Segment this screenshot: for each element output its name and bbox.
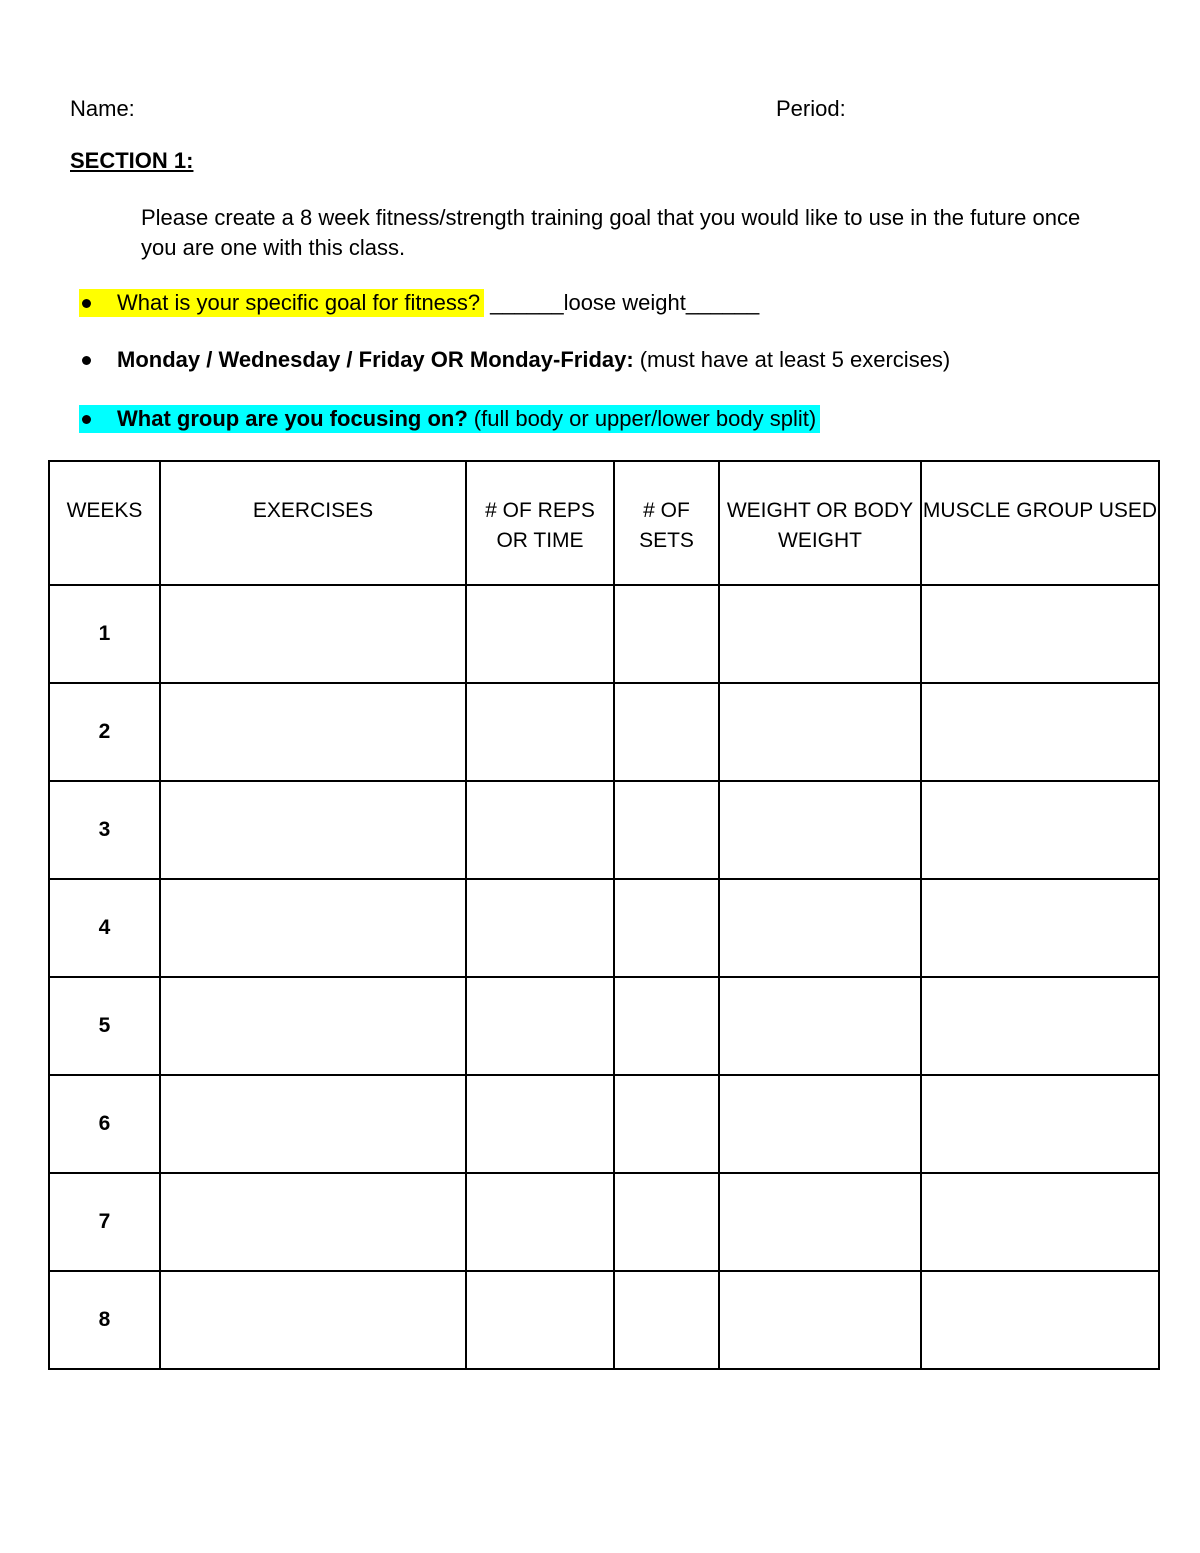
reps-cell[interactable]	[466, 585, 614, 683]
sets-cell[interactable]	[614, 1271, 719, 1369]
sets-cell[interactable]	[614, 1075, 719, 1173]
weight-cell[interactable]	[719, 1173, 921, 1271]
goal-highlight	[79, 289, 484, 317]
bullet-icon	[82, 356, 91, 365]
bullet-icon	[82, 415, 91, 424]
reps-cell[interactable]	[466, 977, 614, 1075]
exercises-cell[interactable]	[160, 585, 466, 683]
reps-cell[interactable]	[466, 879, 614, 977]
reps-cell[interactable]	[466, 781, 614, 879]
week-number: 4	[49, 879, 160, 977]
column-header-sets: # OF SETS	[614, 461, 719, 585]
focus-highlight	[79, 405, 820, 433]
table-row	[49, 585, 1159, 683]
period-label: Period:	[776, 96, 846, 121]
exercises-cell[interactable]	[160, 879, 466, 977]
reps-cell[interactable]	[466, 1173, 614, 1271]
week-number: 3	[49, 781, 160, 879]
weight-cell[interactable]	[719, 1271, 921, 1369]
table-row	[49, 683, 1159, 781]
week-number: 1	[49, 585, 160, 683]
muscle-group-cell[interactable]	[921, 1173, 1159, 1271]
instructions: Please create a 8 week fitness/strength training goal that you would like to use in the future once you are one with this class.	[141, 205, 1081, 260]
schedule-note: (must have at least 5 exercises)	[639, 347, 951, 372]
exercises-cell[interactable]	[160, 1271, 466, 1369]
column-header-reps: # OF REPS OR TIME	[466, 461, 614, 585]
exercises-cell[interactable]	[160, 1173, 466, 1271]
reps-cell[interactable]	[466, 683, 614, 781]
goal-prompt: What is your specific goal for fitness?	[117, 290, 481, 315]
muscle-group-cell[interactable]	[921, 781, 1159, 879]
week-number: 5	[49, 977, 160, 1075]
muscle-group-cell[interactable]	[921, 1271, 1159, 1369]
week-number: 8	[49, 1271, 160, 1369]
goal-answer: ______loose weight______	[490, 290, 760, 315]
table-row	[49, 1173, 1159, 1271]
focus-note: (full body or upper/lower body split)	[473, 406, 817, 431]
bullet-icon	[82, 299, 91, 308]
reps-cell[interactable]	[466, 1271, 614, 1369]
table-header-row	[49, 461, 1159, 585]
table-row	[49, 781, 1159, 879]
table-row	[49, 1075, 1159, 1173]
muscle-group-cell[interactable]	[921, 977, 1159, 1075]
exercises-cell[interactable]	[160, 683, 466, 781]
table-row	[49, 1271, 1159, 1369]
schedule-question	[79, 347, 950, 373]
weight-cell[interactable]	[719, 879, 921, 977]
exercises-cell[interactable]	[160, 977, 466, 1075]
exercises-cell[interactable]	[160, 781, 466, 879]
column-header-muscle-group: MUSCLE GROUP USED	[921, 461, 1159, 585]
schedule-prompt: Monday / Wednesday / Friday OR Monday-Friday:	[117, 347, 634, 372]
sets-cell[interactable]	[614, 585, 719, 683]
focus-prompt: What group are you focusing on?	[117, 406, 468, 431]
column-header-weight: WEIGHT OR BODY WEIGHT	[719, 461, 921, 585]
muscle-group-cell[interactable]	[921, 585, 1159, 683]
sets-cell[interactable]	[614, 683, 719, 781]
goal-question	[79, 289, 759, 317]
sets-cell[interactable]	[614, 977, 719, 1075]
week-number: 6	[49, 1075, 160, 1173]
sets-cell[interactable]	[614, 781, 719, 879]
weight-cell[interactable]	[719, 977, 921, 1075]
weight-cell[interactable]	[719, 1075, 921, 1173]
exercises-cell[interactable]	[160, 1075, 466, 1173]
weight-cell[interactable]	[719, 683, 921, 781]
column-header-weeks: WEEKS	[49, 461, 160, 585]
muscle-group-cell[interactable]	[921, 879, 1159, 977]
table-row	[49, 977, 1159, 1075]
name-label: Name:	[70, 96, 135, 121]
reps-cell[interactable]	[466, 1075, 614, 1173]
focus-question	[79, 405, 820, 433]
column-header-exercises: EXERCISES	[160, 461, 466, 585]
week-number: 2	[49, 683, 160, 781]
weight-cell[interactable]	[719, 585, 921, 683]
muscle-group-cell[interactable]	[921, 683, 1159, 781]
sets-cell[interactable]	[614, 1173, 719, 1271]
weight-cell[interactable]	[719, 781, 921, 879]
sets-cell[interactable]	[614, 879, 719, 977]
week-number: 7	[49, 1173, 160, 1271]
muscle-group-cell[interactable]	[921, 1075, 1159, 1173]
table-row	[49, 879, 1159, 977]
training-plan-table	[48, 460, 1160, 1370]
section-title: SECTION 1:	[70, 148, 194, 173]
